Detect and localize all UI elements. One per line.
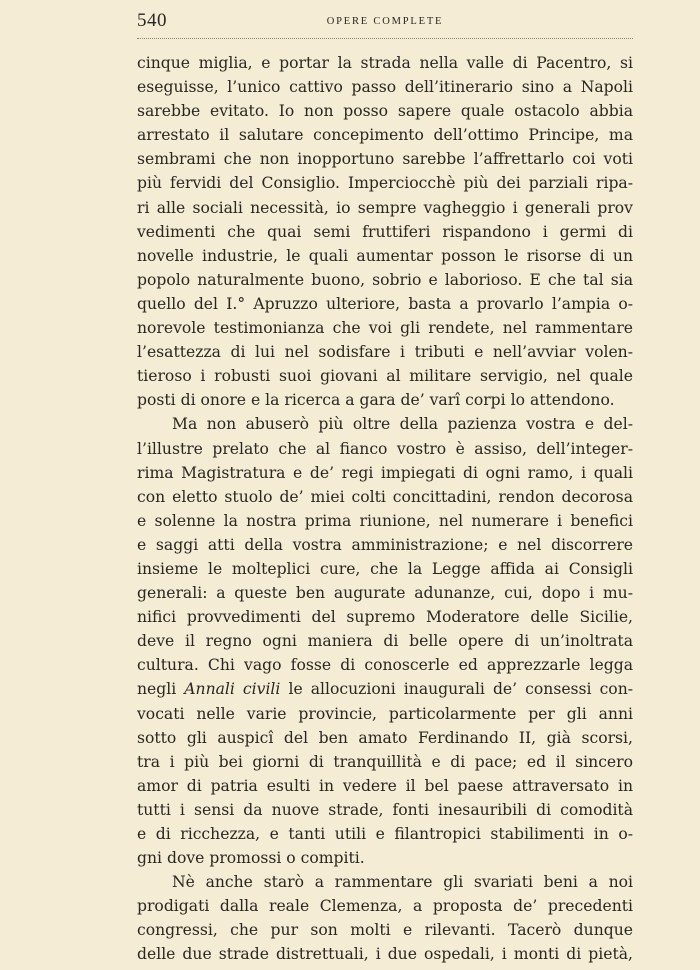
text-line: Ma non abuserò più oltre della pazienza vostra e del- (172, 415, 633, 434)
text-segment: le allocuzioni inaugurali de’ consessi con- (280, 680, 634, 699)
text-line: posti di onore e la ricerca a gara de’ varî corpi lo attendono. (137, 391, 615, 410)
text-line: cinque miglia, e portar la strada nella valle di Pacentro, si (137, 54, 633, 72)
text-line: sotto gli auspicî del ben amato Ferdinando II, già scorsi, (137, 728, 633, 747)
text-line: tra i più bei giorni di tranquillità e di pace; ed il sincero (137, 752, 633, 771)
text-line: popolo naturalmente buono, sobrio e laborioso. E che tal sia (137, 270, 633, 289)
text-line: l’illustre prelato che al fianco vostro è assiso, dell’integer- (137, 439, 633, 458)
text-line: rima Magistratura e de’ regi impiegati di ogni ramo, i quali (137, 463, 633, 482)
body-text (137, 51, 633, 967)
text-line: arrestato il salutare concepimento dell’ottimo Principe, ma (137, 126, 633, 145)
page-header (137, 10, 633, 32)
text-line: ri alle sociali necessità, io sempre vagheggio i generali prov (137, 198, 633, 217)
text-line: amor di patria esulti in vedere il bel paese attraversato in (137, 776, 633, 795)
text-line: l’esattezza di lui nel sodisfare i tributi e nell’avviar volen- (137, 343, 633, 362)
text-line: con eletto stuolo de’ miei colti concittadini, rendon decorosa (137, 487, 633, 506)
text-line: sarebbe evitato. Io non posso sapere quale ostacolo abbia (137, 102, 633, 121)
text-line (137, 677, 633, 701)
text-line: cultura. Chi vago fosse di conoscerle ed apprezzarle legga (137, 656, 633, 675)
page-number: 540 (137, 10, 167, 31)
text-segment: negli (137, 680, 185, 699)
text-line: quello del I.° Apruzzo ulteriore, basta a provarlo l’ampia o- (137, 294, 633, 313)
text-line: nifici provvedimenti del supremo Moderatore delle Sicilie, (137, 608, 633, 627)
text-line: novelle industrie, le quali aumentar posson le risorse di un (137, 246, 633, 265)
text-line: prodigati dalla reale Clemenza, a proposta de’ precedenti (137, 897, 633, 916)
text-line: vedimenti che quai semi fruttiferi rispandono i germi di (137, 222, 633, 241)
text-line: deve il regno ogni maniera di belle opere di un’inoltrata (137, 632, 633, 651)
text-line: vocati nelle varie provincie, particolarmente per gli anni (137, 704, 633, 723)
italic-title: Annali civili (184, 680, 281, 699)
text-line: norevole testimonianza che voi gli rendete, nel rammentare (137, 319, 633, 338)
text-line: e saggi atti della vostra amministrazione; e nel discorrere (137, 535, 633, 554)
text-line: sembrami che non inopportuno sarebbe l’affrettarlo coi voti (137, 150, 633, 169)
header-rule (137, 38, 633, 39)
text-line: insieme le molteplici cure, che la Legge affida ai Consigli (137, 559, 633, 578)
text-line: gni dove promossi o compiti. (137, 849, 365, 868)
text-line: e di ricchezza, e tanti utili e filantropici stabilimenti in o- (137, 825, 633, 843)
text-line: più fervidi del Consiglio. Imperciocchè più dei parziali ripa- (137, 174, 633, 193)
text-line: delle due strade distrettuali, i due ospedali, i monti di pietà, (137, 945, 633, 964)
text-line: Nè anche starò a rammentare gli svariati beni a noi (172, 873, 633, 892)
text-line: tieroso i robusti suoi giovani al militare servigio, nel quale (137, 367, 633, 386)
running-title: OPERE COMPLETE (326, 16, 444, 27)
text-line: tutti i sensi da nuove strade, fonti inesauribili di comodità (137, 800, 633, 819)
text-line: e solenne la nostra prima riunione, nel numerare i benefici (137, 511, 633, 530)
text-line: generali: a queste ben augurate adunanze, cui, dopo i mu- (137, 584, 633, 603)
text-line: congressi, che pur son molti e rilevanti. Tacerò dunque (137, 921, 633, 940)
text-line: eseguisse, l’unico cattivo passo dell’itinerario sino a Napoli (137, 78, 633, 97)
